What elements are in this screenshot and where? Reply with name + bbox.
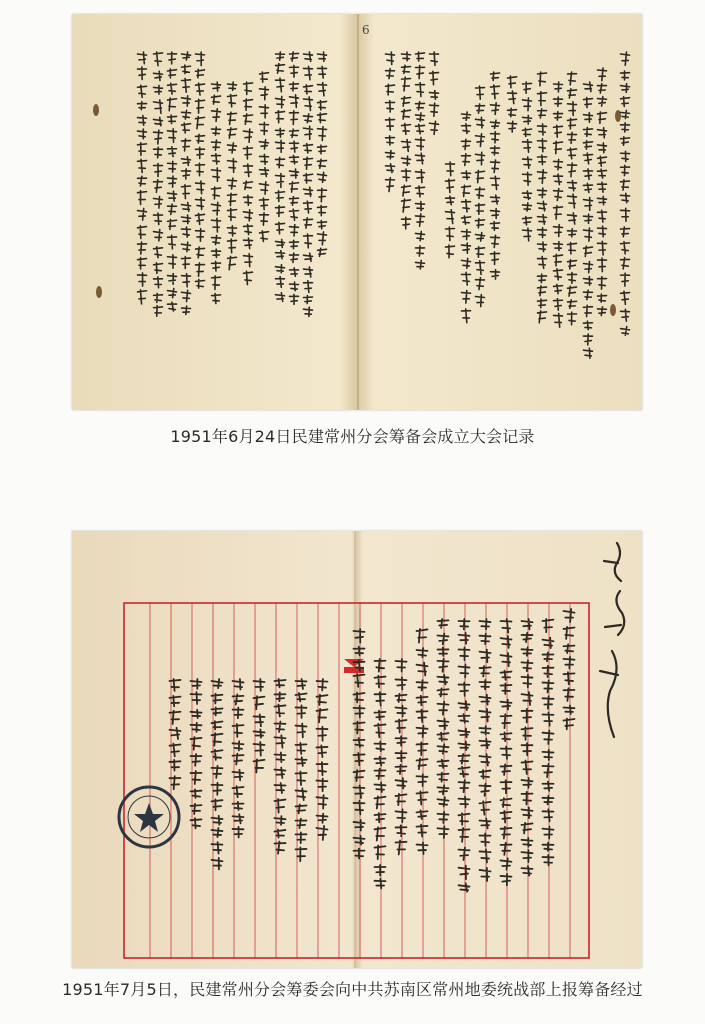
round-seal-stamp (119, 787, 179, 847)
caption-report: 1951年7月5日，民建常州分会筹委会向中共苏南区常州地委统战部上报筹备经过 (62, 980, 643, 999)
page-number-mark: 6 (362, 23, 370, 37)
report-document-photo (72, 531, 642, 968)
minutes-document-image (72, 14, 642, 410)
paper-background (72, 531, 642, 968)
meeting-minutes-photo (72, 14, 642, 410)
caption-minutes: 1951年6月24日民建常州分会筹备会成立大会记录 (170, 427, 535, 446)
report-document-image (72, 531, 642, 968)
